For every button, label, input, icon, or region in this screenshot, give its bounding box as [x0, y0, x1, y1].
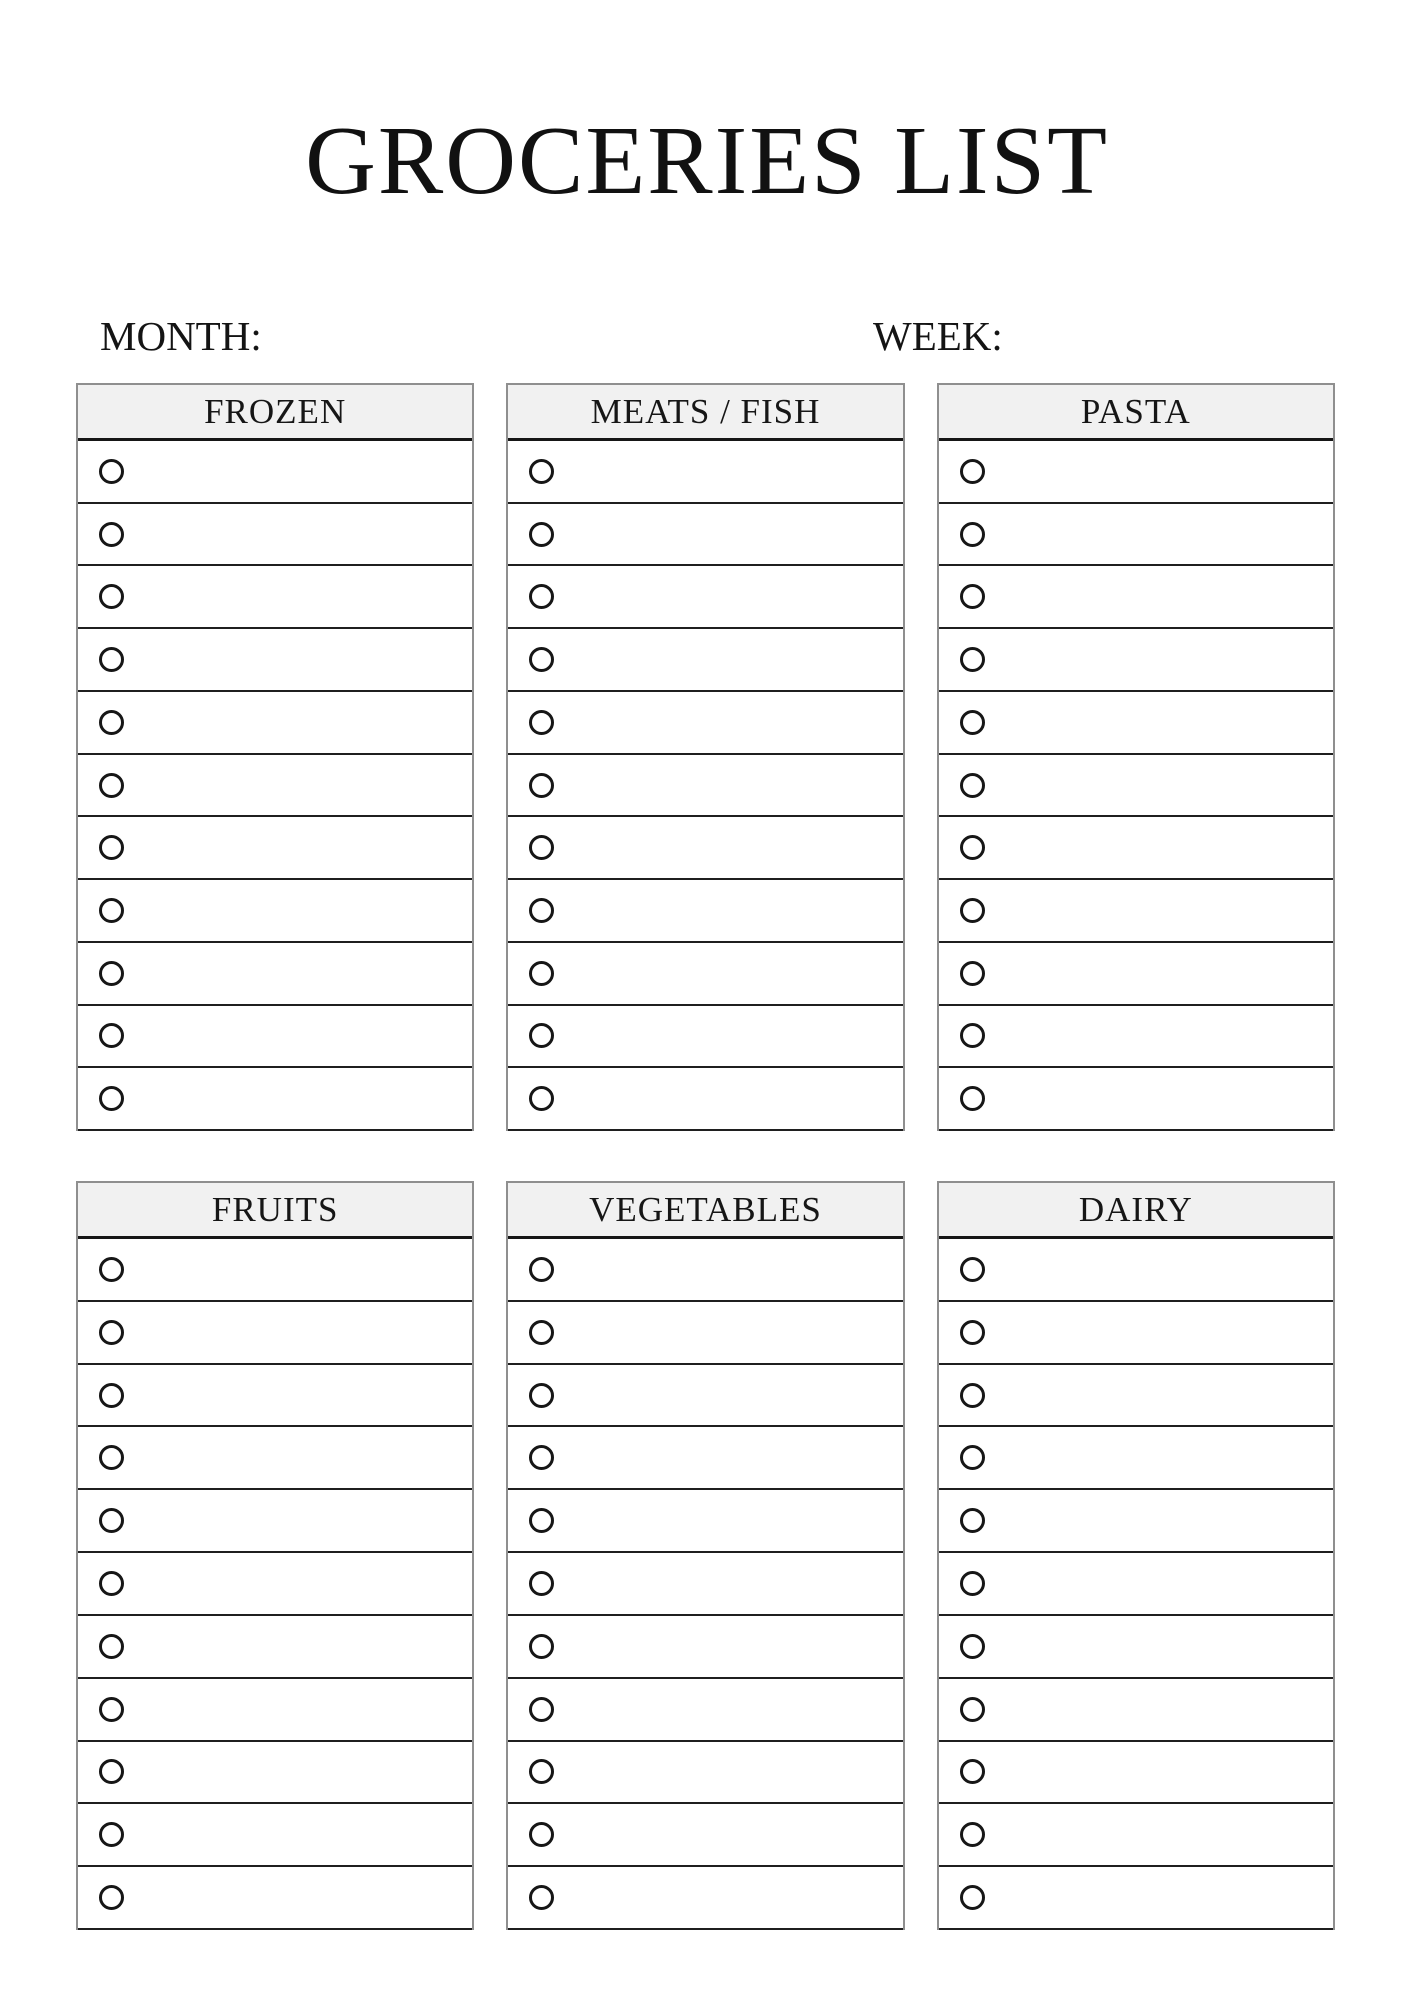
- grocery-item-row[interactable]: [508, 1867, 902, 1930]
- grocery-item-row[interactable]: [508, 755, 902, 818]
- grocery-item-row[interactable]: [939, 1239, 1333, 1302]
- grocery-item-row[interactable]: [939, 1616, 1333, 1679]
- item-write-line[interactable]: [985, 566, 1333, 627]
- item-checkbox-circle-icon[interactable]: [529, 584, 554, 609]
- grocery-item-row[interactable]: [939, 629, 1333, 692]
- grocery-item-row[interactable]: [508, 1553, 902, 1616]
- grocery-item-row[interactable]: [939, 1490, 1333, 1553]
- category-table-pasta: [937, 383, 1335, 1131]
- item-checkbox-circle-icon[interactable]: [99, 773, 124, 798]
- grocery-item-row[interactable]: [508, 943, 902, 1006]
- item-checkbox-circle-icon[interactable]: [529, 1508, 554, 1533]
- item-checkbox-circle-icon[interactable]: [99, 1697, 124, 1722]
- item-write-line[interactable]: [554, 755, 902, 816]
- item-checkbox-circle-icon[interactable]: [529, 1257, 554, 1282]
- grocery-item-row[interactable]: [508, 566, 902, 629]
- item-write-line[interactable]: [124, 1616, 472, 1677]
- item-checkbox-circle-icon[interactable]: [960, 1445, 985, 1470]
- item-checkbox-circle-icon[interactable]: [529, 1759, 554, 1784]
- grocery-item-row[interactable]: [508, 1742, 902, 1805]
- grocery-item-row[interactable]: [78, 755, 472, 818]
- grocery-item-row[interactable]: [939, 1804, 1333, 1867]
- item-checkbox-circle-icon[interactable]: [529, 1697, 554, 1722]
- item-write-line[interactable]: [554, 1553, 902, 1614]
- item-write-line[interactable]: [554, 629, 902, 690]
- item-write-line[interactable]: [985, 1239, 1333, 1300]
- item-checkbox-circle-icon[interactable]: [529, 1822, 554, 1847]
- grocery-item-row[interactable]: [78, 1616, 472, 1679]
- item-write-line[interactable]: [124, 1006, 472, 1067]
- item-write-line[interactable]: [985, 1616, 1333, 1677]
- item-write-line[interactable]: [985, 1679, 1333, 1740]
- item-checkbox-circle-icon[interactable]: [99, 584, 124, 609]
- item-write-line[interactable]: [985, 755, 1333, 816]
- grocery-item-row[interactable]: [78, 629, 472, 692]
- item-checkbox-circle-icon[interactable]: [960, 522, 985, 547]
- item-write-line[interactable]: [554, 880, 902, 941]
- week-label: WEEK:: [873, 313, 1003, 359]
- item-write-line[interactable]: [985, 880, 1333, 941]
- item-write-line[interactable]: [124, 1867, 472, 1928]
- item-write-line[interactable]: [124, 1679, 472, 1740]
- item-write-line[interactable]: [985, 1867, 1333, 1928]
- item-write-line[interactable]: [124, 1742, 472, 1803]
- item-checkbox-circle-icon[interactable]: [99, 1822, 124, 1847]
- item-write-line[interactable]: [985, 629, 1333, 690]
- item-checkbox-circle-icon[interactable]: [529, 647, 554, 672]
- item-write-line[interactable]: [554, 441, 902, 502]
- item-checkbox-circle-icon[interactable]: [960, 647, 985, 672]
- grocery-item-row[interactable]: [78, 1867, 472, 1930]
- item-checkbox-circle-icon[interactable]: [960, 1508, 985, 1533]
- item-checkbox-circle-icon[interactable]: [960, 1822, 985, 1847]
- grocery-item-row[interactable]: [508, 1427, 902, 1490]
- grocery-item-row[interactable]: [508, 1068, 902, 1131]
- grocery-item-row[interactable]: [508, 504, 902, 567]
- item-checkbox-circle-icon[interactable]: [99, 1023, 124, 1048]
- item-checkbox-circle-icon[interactable]: [960, 1383, 985, 1408]
- item-checkbox-circle-icon[interactable]: [99, 710, 124, 735]
- grocery-item-row[interactable]: [939, 692, 1333, 755]
- item-checkbox-circle-icon[interactable]: [960, 584, 985, 609]
- grocery-item-row[interactable]: [508, 1239, 902, 1302]
- item-checkbox-circle-icon[interactable]: [960, 1759, 985, 1784]
- item-write-line[interactable]: [124, 1553, 472, 1614]
- item-write-line[interactable]: [124, 1239, 472, 1300]
- item-checkbox-circle-icon[interactable]: [529, 710, 554, 735]
- item-checkbox-circle-icon[interactable]: [529, 898, 554, 923]
- item-checkbox-circle-icon[interactable]: [529, 1445, 554, 1470]
- item-write-line[interactable]: [554, 1365, 902, 1426]
- grocery-item-row[interactable]: [78, 1302, 472, 1365]
- grocery-item-row[interactable]: [508, 692, 902, 755]
- grocery-item-row[interactable]: [508, 817, 902, 880]
- item-checkbox-circle-icon[interactable]: [99, 522, 124, 547]
- item-checkbox-circle-icon[interactable]: [960, 710, 985, 735]
- item-write-line[interactable]: [554, 1239, 902, 1300]
- category-table-frozen: [76, 383, 474, 1131]
- item-write-line[interactable]: [554, 692, 902, 753]
- item-checkbox-circle-icon[interactable]: [99, 1571, 124, 1596]
- item-checkbox-circle-icon[interactable]: [529, 459, 554, 484]
- grocery-item-row[interactable]: [78, 504, 472, 567]
- item-write-line[interactable]: [554, 1006, 902, 1067]
- week-value-write-area[interactable]: [1013, 317, 1233, 357]
- category-header-meats-fish: MEATS / FISH: [508, 385, 902, 441]
- item-checkbox-circle-icon[interactable]: [529, 1634, 554, 1659]
- grocery-item-row[interactable]: [939, 1679, 1333, 1742]
- grocery-item-row[interactable]: [939, 943, 1333, 1006]
- item-write-line[interactable]: [554, 566, 902, 627]
- grocery-item-row[interactable]: [939, 1427, 1333, 1490]
- grocery-item-row[interactable]: [78, 1427, 472, 1490]
- item-checkbox-circle-icon[interactable]: [960, 835, 985, 860]
- category-grid-top: [76, 383, 1335, 1131]
- item-checkbox-circle-icon[interactable]: [99, 835, 124, 860]
- item-write-line[interactable]: [985, 1427, 1333, 1488]
- item-checkbox-circle-icon[interactable]: [99, 1508, 124, 1533]
- item-write-line[interactable]: [554, 1804, 902, 1865]
- grocery-item-row[interactable]: [939, 1365, 1333, 1428]
- item-write-line[interactable]: [985, 1068, 1333, 1129]
- grocery-item-row[interactable]: [78, 1553, 472, 1616]
- item-checkbox-circle-icon[interactable]: [529, 835, 554, 860]
- item-checkbox-circle-icon[interactable]: [960, 1571, 985, 1596]
- grocery-item-row[interactable]: [78, 1239, 472, 1302]
- item-checkbox-circle-icon[interactable]: [99, 1759, 124, 1784]
- week-field: [873, 313, 1233, 359]
- month-label: MONTH:: [100, 313, 262, 359]
- item-checkbox-circle-icon[interactable]: [960, 459, 985, 484]
- item-write-line[interactable]: [985, 1006, 1333, 1067]
- category-header-dairy: DAIRY: [939, 1183, 1333, 1239]
- category-grid-bottom: [76, 1181, 1335, 1930]
- item-checkbox-circle-icon[interactable]: [99, 961, 124, 986]
- item-write-line[interactable]: [554, 1679, 902, 1740]
- item-checkbox-circle-icon[interactable]: [960, 1023, 985, 1048]
- grocery-item-row[interactable]: [939, 504, 1333, 567]
- item-write-line[interactable]: [124, 566, 472, 627]
- item-checkbox-circle-icon[interactable]: [529, 1885, 554, 1910]
- grocery-item-row[interactable]: [939, 1068, 1333, 1131]
- item-write-line[interactable]: [124, 943, 472, 1004]
- item-write-line[interactable]: [554, 1867, 902, 1928]
- item-write-line[interactable]: [985, 1490, 1333, 1551]
- item-checkbox-circle-icon[interactable]: [99, 1257, 124, 1282]
- item-write-line[interactable]: [554, 1068, 902, 1129]
- item-write-line[interactable]: [124, 629, 472, 690]
- grocery-item-row[interactable]: [508, 441, 902, 504]
- item-write-line[interactable]: [124, 1490, 472, 1551]
- item-write-line[interactable]: [554, 1616, 902, 1677]
- item-write-line[interactable]: [554, 943, 902, 1004]
- category-header-pasta: PASTA: [939, 385, 1333, 441]
- item-checkbox-circle-icon[interactable]: [99, 1320, 124, 1345]
- item-write-line[interactable]: [554, 1742, 902, 1803]
- grocery-item-row[interactable]: [78, 692, 472, 755]
- item-write-line[interactable]: [124, 441, 472, 502]
- grocery-item-row[interactable]: [939, 817, 1333, 880]
- item-write-line[interactable]: [124, 1302, 472, 1363]
- item-write-line[interactable]: [985, 1804, 1333, 1865]
- grocery-item-row[interactable]: [508, 880, 902, 943]
- item-checkbox-circle-icon[interactable]: [960, 773, 985, 798]
- grocery-item-row[interactable]: [508, 1616, 902, 1679]
- grocery-item-row[interactable]: [939, 441, 1333, 504]
- item-checkbox-circle-icon[interactable]: [960, 1885, 985, 1910]
- item-checkbox-circle-icon[interactable]: [529, 1023, 554, 1048]
- item-write-line[interactable]: [554, 1427, 902, 1488]
- item-write-line[interactable]: [124, 1427, 472, 1488]
- grocery-item-row[interactable]: [78, 1804, 472, 1867]
- item-write-line[interactable]: [985, 1742, 1333, 1803]
- month-value-write-area[interactable]: [272, 317, 492, 357]
- item-write-line[interactable]: [124, 504, 472, 565]
- meta-row: [0, 313, 1414, 362]
- item-checkbox-circle-icon[interactable]: [960, 1257, 985, 1282]
- grocery-item-row[interactable]: [939, 880, 1333, 943]
- grocery-item-row[interactable]: [508, 1365, 902, 1428]
- grocery-item-row[interactable]: [78, 1068, 472, 1131]
- item-write-line[interactable]: [554, 1302, 902, 1363]
- item-checkbox-circle-icon[interactable]: [529, 1320, 554, 1345]
- item-write-line[interactable]: [985, 441, 1333, 502]
- item-write-line[interactable]: [554, 817, 902, 878]
- item-write-line[interactable]: [124, 755, 472, 816]
- item-checkbox-circle-icon[interactable]: [529, 1383, 554, 1408]
- category-table-fruits: [76, 1181, 474, 1930]
- category-header-fruits: FRUITS: [78, 1183, 472, 1239]
- category-table-meats-fish: [506, 383, 904, 1131]
- grocery-item-row[interactable]: [78, 1742, 472, 1805]
- item-checkbox-circle-icon[interactable]: [960, 1697, 985, 1722]
- item-write-line[interactable]: [124, 1068, 472, 1129]
- page-title: GROCERIES LIST: [305, 107, 1109, 215]
- month-field: [100, 313, 492, 359]
- item-checkbox-circle-icon[interactable]: [529, 961, 554, 986]
- item-checkbox-circle-icon[interactable]: [99, 459, 124, 484]
- category-table-vegetables: [506, 1181, 904, 1930]
- grocery-item-row[interactable]: [78, 566, 472, 629]
- item-write-line[interactable]: [985, 1302, 1333, 1363]
- grocery-item-row[interactable]: [508, 1490, 902, 1553]
- grocery-item-row[interactable]: [78, 1490, 472, 1553]
- item-checkbox-circle-icon[interactable]: [960, 1320, 985, 1345]
- grocery-item-row[interactable]: [508, 1302, 902, 1365]
- grocery-item-row[interactable]: [939, 1553, 1333, 1616]
- grocery-item-row[interactable]: [939, 1742, 1333, 1805]
- item-write-line[interactable]: [985, 817, 1333, 878]
- grocery-item-row[interactable]: [939, 755, 1333, 818]
- category-rows-vegetables: [508, 1239, 902, 1930]
- category-table-dairy: [937, 1181, 1335, 1930]
- item-checkbox-circle-icon[interactable]: [529, 1086, 554, 1111]
- item-write-line[interactable]: [985, 1553, 1333, 1614]
- grocery-item-row[interactable]: [78, 1006, 472, 1069]
- item-write-line[interactable]: [124, 1365, 472, 1426]
- grocery-item-row[interactable]: [78, 1365, 472, 1428]
- item-checkbox-circle-icon[interactable]: [99, 1885, 124, 1910]
- item-write-line[interactable]: [554, 1490, 902, 1551]
- item-write-line[interactable]: [985, 943, 1333, 1004]
- grocery-item-row[interactable]: [508, 1804, 902, 1867]
- grocery-item-row[interactable]: [939, 1302, 1333, 1365]
- grocery-item-row[interactable]: [508, 629, 902, 692]
- item-write-line[interactable]: [554, 504, 902, 565]
- grocery-item-row[interactable]: [508, 1679, 902, 1742]
- item-write-line[interactable]: [985, 1365, 1333, 1426]
- item-checkbox-circle-icon[interactable]: [960, 1634, 985, 1659]
- item-checkbox-circle-icon[interactable]: [960, 961, 985, 986]
- category-header-vegetables: VEGETABLES: [508, 1183, 902, 1239]
- category-header-frozen: FROZEN: [78, 385, 472, 441]
- item-checkbox-circle-icon[interactable]: [960, 1086, 985, 1111]
- grocery-item-row[interactable]: [78, 943, 472, 1006]
- item-checkbox-circle-icon[interactable]: [99, 1383, 124, 1408]
- grocery-item-row[interactable]: [78, 1679, 472, 1742]
- item-checkbox-circle-icon[interactable]: [99, 1086, 124, 1111]
- category-rows-fruits: [78, 1239, 472, 1930]
- grocery-item-row[interactable]: [78, 817, 472, 880]
- grocery-item-row[interactable]: [939, 1006, 1333, 1069]
- item-write-line[interactable]: [124, 692, 472, 753]
- item-write-line[interactable]: [985, 692, 1333, 753]
- grocery-item-row[interactable]: [78, 441, 472, 504]
- grocery-item-row[interactable]: [508, 1006, 902, 1069]
- grocery-item-row[interactable]: [78, 880, 472, 943]
- item-write-line[interactable]: [124, 880, 472, 941]
- item-write-line[interactable]: [985, 504, 1333, 565]
- item-checkbox-circle-icon[interactable]: [529, 1571, 554, 1596]
- grocery-item-row[interactable]: [939, 566, 1333, 629]
- category-rows-dairy: [939, 1239, 1333, 1930]
- item-checkbox-circle-icon[interactable]: [99, 647, 124, 672]
- item-checkbox-circle-icon[interactable]: [529, 773, 554, 798]
- category-rows-pasta: [939, 441, 1333, 1131]
- category-rows-meats-fish: [508, 441, 902, 1131]
- item-write-line[interactable]: [124, 817, 472, 878]
- item-checkbox-circle-icon[interactable]: [529, 522, 554, 547]
- item-checkbox-circle-icon[interactable]: [99, 898, 124, 923]
- item-checkbox-circle-icon[interactable]: [99, 1445, 124, 1470]
- item-checkbox-circle-icon[interactable]: [960, 898, 985, 923]
- category-rows-frozen: [78, 441, 472, 1131]
- grocery-item-row[interactable]: [939, 1867, 1333, 1930]
- item-checkbox-circle-icon[interactable]: [99, 1634, 124, 1659]
- item-write-line[interactable]: [124, 1804, 472, 1865]
